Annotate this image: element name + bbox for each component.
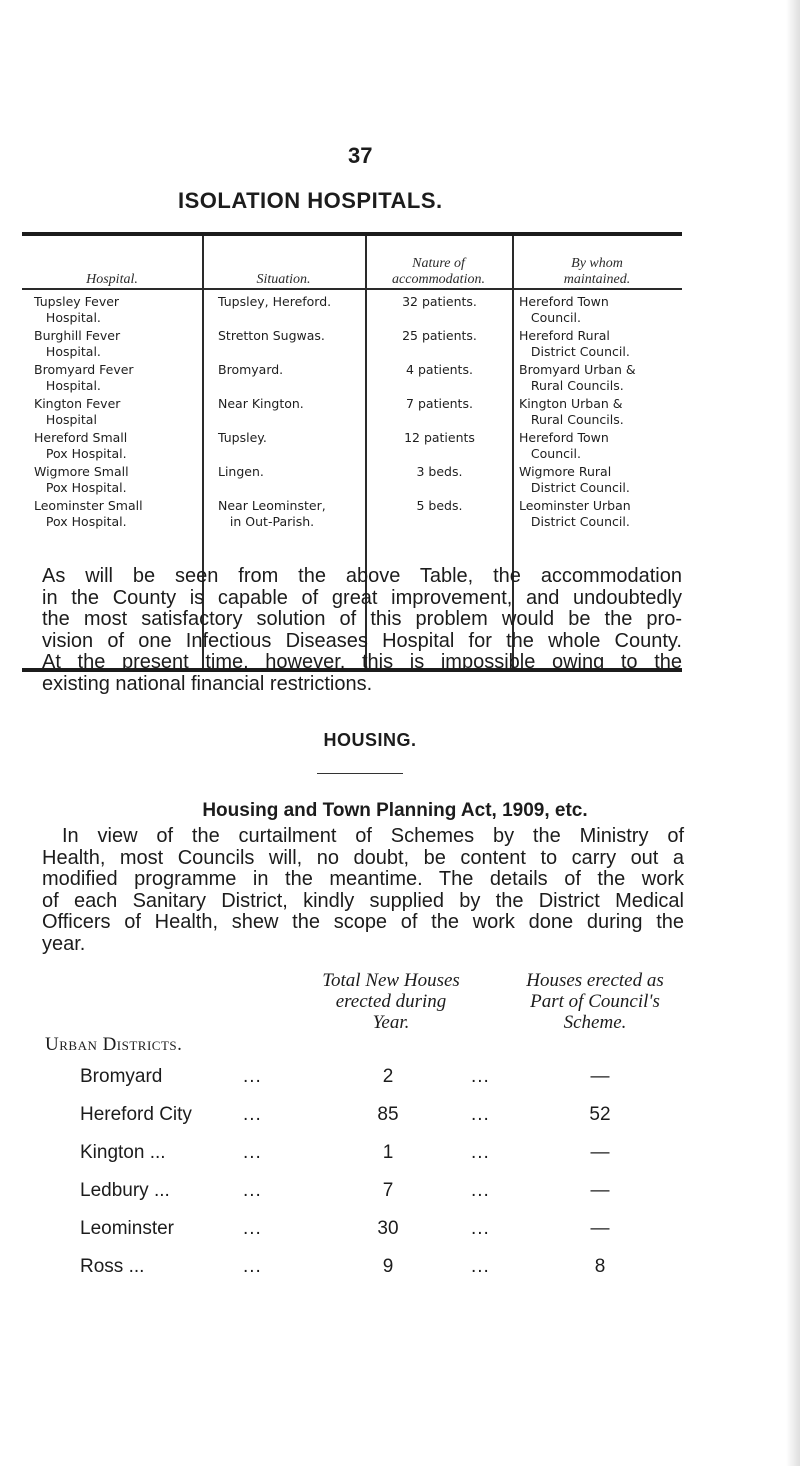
header-nature-line: Nature of: [412, 256, 465, 271]
paragraph-line: In view of the curtailment of Schemes by the Ministry of: [62, 825, 684, 847]
cell-maintained: Wigmore Rural District Council.: [519, 464, 630, 495]
cell-situation: Lingen.: [218, 464, 264, 479]
header-situation: [202, 244, 365, 288]
new-houses-value: 7: [382, 1180, 394, 1201]
leader-dots: ...: [243, 1142, 262, 1163]
cell-situation: Tupsley, Hereford.: [218, 294, 332, 309]
header-divider: [22, 288, 682, 290]
table-row: [0, 1256, 800, 1286]
paragraph-line: modified programme in the meantime. The details of the work: [42, 868, 684, 891]
paragraph-line: of each Sanitary District, kindly supplied by the District Medical: [42, 889, 684, 912]
column-head-line: Houses erected as: [526, 970, 664, 991]
section-rule: [317, 773, 403, 774]
new-houses-value: 85: [377, 1104, 399, 1125]
leader-dots: ...: [471, 1142, 490, 1163]
column-head-line: Scheme.: [563, 1012, 627, 1033]
leader-dots: ...: [243, 1104, 262, 1125]
paragraph-line: existing national financial restrictions.: [42, 672, 373, 695]
accommodation-paragraph: [42, 566, 682, 696]
header-maintained-line: By whom: [571, 256, 623, 271]
header-hospital-label: Hospital.: [86, 272, 138, 287]
cell-nature: 4 patients.: [406, 362, 473, 377]
column-head-line: erected during: [335, 991, 447, 1012]
header-maintained-line: maintained.: [563, 272, 631, 287]
page-number: 37: [348, 143, 373, 168]
paragraph-line: Health, most Councils will, no doubt, be content to carry out a: [42, 846, 684, 869]
paragraph-line: the most satisfactory solution of this problem would be the pro-: [42, 608, 682, 631]
cell-nature: 25 patients.: [402, 328, 477, 343]
header-maintained: [512, 244, 682, 288]
cell-hospital: Kington Fever Hospital: [34, 396, 121, 427]
leader-dots: ...: [471, 1218, 490, 1239]
cell-situation: Near Leominster, in Out-Parish.: [218, 498, 326, 529]
cell-maintained: Leominster Urban District Council.: [519, 498, 631, 529]
cell-nature: 12 patients: [404, 430, 475, 445]
leader-dots: ...: [471, 1066, 490, 1087]
district-name: Ross ...: [80, 1256, 145, 1277]
leader-dots: ...: [243, 1256, 262, 1277]
cell-hospital: Tupsley Fever Hospital.: [34, 294, 120, 325]
housing-paragraph: [42, 826, 684, 956]
housing-heading: HOUSING.: [323, 730, 417, 750]
council-houses-value: —: [590, 1142, 610, 1163]
cell-hospital: Hereford Small Pox Hospital.: [34, 430, 128, 461]
act-heading: Housing and Town Planning Act, 1909, etc.: [202, 800, 588, 821]
cell-hospital: Wigmore Small Pox Hospital.: [34, 464, 129, 495]
paragraph-line: vision of one Infectious Diseases Hospital for the whole County.: [42, 629, 682, 652]
paragraph-line: Officers of Health, shew the scope of the work done during the: [42, 911, 684, 934]
cell-maintained: Hereford Rural District Council.: [519, 328, 630, 359]
page-edge-shadow: [786, 0, 800, 1466]
leader-dots: ...: [243, 1218, 262, 1239]
district-name: Leominster: [80, 1218, 174, 1239]
column-head-new-houses: [286, 970, 496, 1033]
council-houses-value: —: [590, 1066, 610, 1087]
leader-dots: ...: [243, 1180, 262, 1201]
cell-maintained: Hereford Town Council.: [519, 430, 609, 461]
cell-situation: Stretton Sugwas.: [218, 328, 325, 343]
column-head-line: Year.: [372, 1012, 410, 1033]
paragraph-line: in the County is capable of great improvement, and undoubtedly: [42, 586, 682, 609]
council-houses-value: —: [590, 1218, 610, 1239]
cell-maintained: Hereford Town Council.: [519, 294, 609, 325]
leader-dots: ...: [471, 1104, 490, 1125]
new-houses-value: 9: [382, 1256, 394, 1277]
paragraph-line: As will be seen from the above Table, the accommodation: [42, 565, 682, 587]
leader-dots: ...: [471, 1180, 490, 1201]
paragraph-line: At the present time, however, this is impossible owing to the: [42, 651, 682, 674]
cell-nature: 3 beds.: [416, 464, 463, 479]
table-row: [0, 1104, 800, 1134]
new-houses-value: 30: [377, 1218, 399, 1239]
district-name: Bromyard: [80, 1066, 163, 1087]
district-name: Ledbury ...: [80, 1180, 170, 1201]
district-name: Kington ...: [80, 1142, 166, 1163]
cell-situation: Bromyard.: [218, 362, 284, 377]
cell-situation: Near Kington.: [218, 396, 304, 411]
leader-dots: ...: [243, 1066, 262, 1087]
table-row: [0, 1218, 800, 1248]
table-row: [0, 1066, 800, 1096]
header-hospital: [22, 244, 202, 288]
cell-nature: 5 beds.: [416, 498, 463, 513]
cell-hospital: Bromyard Fever Hospital.: [34, 362, 134, 393]
page-title: ISOLATION HOSPITALS.: [178, 188, 443, 213]
section-label-urban-districts: Urban Districts.: [45, 1034, 183, 1055]
new-houses-value: 1: [382, 1142, 394, 1163]
cell-maintained: Bromyard Urban & Rural Councils.: [519, 362, 636, 393]
header-situation-label: Situation.: [256, 272, 311, 287]
council-houses-value: 8: [594, 1256, 606, 1277]
cell-situation: Tupsley.: [218, 430, 267, 445]
cell-hospital: Burghill Fever Hospital.: [34, 328, 121, 359]
new-houses-value: 2: [382, 1066, 394, 1087]
paragraph-line: year.: [42, 932, 86, 955]
cell-nature: 7 patients.: [406, 396, 473, 411]
header-nature-line: accommodation.: [392, 272, 485, 287]
cell-maintained: Kington Urban & Rural Councils.: [519, 396, 624, 427]
cell-nature: 32 patients.: [402, 294, 477, 309]
cell-hospital: Leominster Small Pox Hospital.: [34, 498, 143, 529]
council-houses-value: —: [590, 1180, 610, 1201]
column-head-line: Total New Houses: [322, 970, 460, 991]
table-row: [0, 1142, 800, 1172]
council-houses-value: 52: [589, 1104, 611, 1125]
column-head-line: Part of Council's: [530, 991, 660, 1012]
leader-dots: ...: [471, 1256, 490, 1277]
header-nature: [365, 244, 512, 288]
table-row: [0, 1180, 800, 1210]
column-head-council-scheme: [490, 970, 700, 1033]
district-name: Hereford City: [80, 1104, 192, 1125]
